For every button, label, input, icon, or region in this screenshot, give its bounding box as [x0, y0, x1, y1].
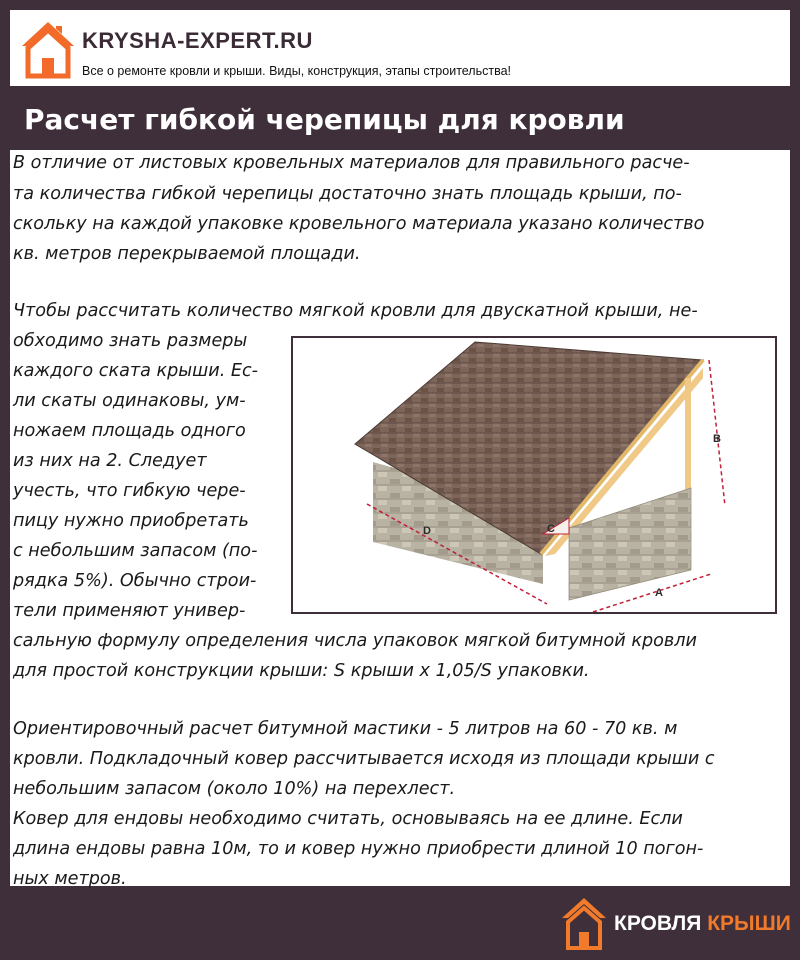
text-line: ли скаты одинаковы, ум-	[13, 391, 246, 411]
text-line: тели применяют универ-	[13, 601, 246, 621]
text-line: ных метров.	[13, 869, 127, 889]
label-b: B	[713, 433, 721, 445]
label-d: D	[423, 525, 431, 537]
text-line: пицу нужно приобретать	[13, 511, 249, 531]
text-line: кв. метров перекрываемой площади.	[13, 244, 361, 264]
text-line: Чтобы рассчитать количество мягкой кровли для двускатной крыши, не-	[13, 301, 698, 321]
text-line: Ориентировочный расчет битумной мастики - 5 литров на 60 - 70 кв. м	[13, 719, 678, 739]
text-line: длина ендовы равна 10м, то и ковер нужно приобрести длиной 10 погон-	[13, 839, 704, 859]
text-line: Ковер для ендовы необходимо считать, основываясь на ее длине. Если	[13, 809, 683, 829]
label-c: C	[547, 523, 555, 535]
title-bar	[10, 96, 656, 150]
footer-logo[interactable]	[560, 896, 790, 952]
label-a: A	[655, 587, 663, 599]
roof-diagram	[291, 336, 777, 614]
text-line: с небольшим запасом (по-	[13, 541, 258, 561]
site-tagline: Все о ремонте кровли и крыши. Виды, конструкция, этапы строительства!	[82, 64, 512, 78]
header-card	[10, 10, 790, 86]
footer-brand-part2: КРЫШИ	[707, 912, 791, 935]
text-line: учесть, что гибкую чере-	[13, 481, 246, 501]
text-line: ножаем площадь одного	[13, 421, 246, 441]
text-line: из них на 2. Следует	[13, 451, 207, 471]
footer-brand	[614, 912, 791, 936]
footer-brand-part1: КРОВЛЯ	[614, 912, 702, 935]
text-line: та количества гибкой черепицы достаточно знать площадь крыши, по-	[13, 184, 682, 204]
house-icon	[20, 18, 76, 80]
text-line: каждого ската крыши. Ес-	[13, 361, 259, 381]
house-icon	[560, 896, 608, 952]
text-line: В отличие от листовых кровельных материалов для правильного расче-	[13, 153, 690, 173]
text-line: небольшим запасом (около 10%) на перехлест.	[13, 779, 456, 799]
text-line: скольку на каждой упаковке кровельного материала указано количество	[13, 214, 705, 234]
site-name[interactable]: KRYSHA-EXPERT.RU	[82, 28, 313, 53]
text-line: рядка 5%). Обычно строи-	[13, 571, 257, 591]
text-line: для простой конструкции крыши: S крыши х 1,05/S упаковки.	[13, 661, 590, 681]
page-title: Расчет гибкой черепицы для кровли	[24, 103, 625, 136]
text-line: обходимо знать размеры	[13, 331, 248, 351]
text-line: сальную формулу определения числа упаковок мягкой битумной кровли	[13, 631, 697, 651]
roof-illustration	[293, 338, 775, 612]
text-line: кровли. Подкладочный ковер рассчитывается исходя из площади крыши с	[13, 749, 715, 769]
